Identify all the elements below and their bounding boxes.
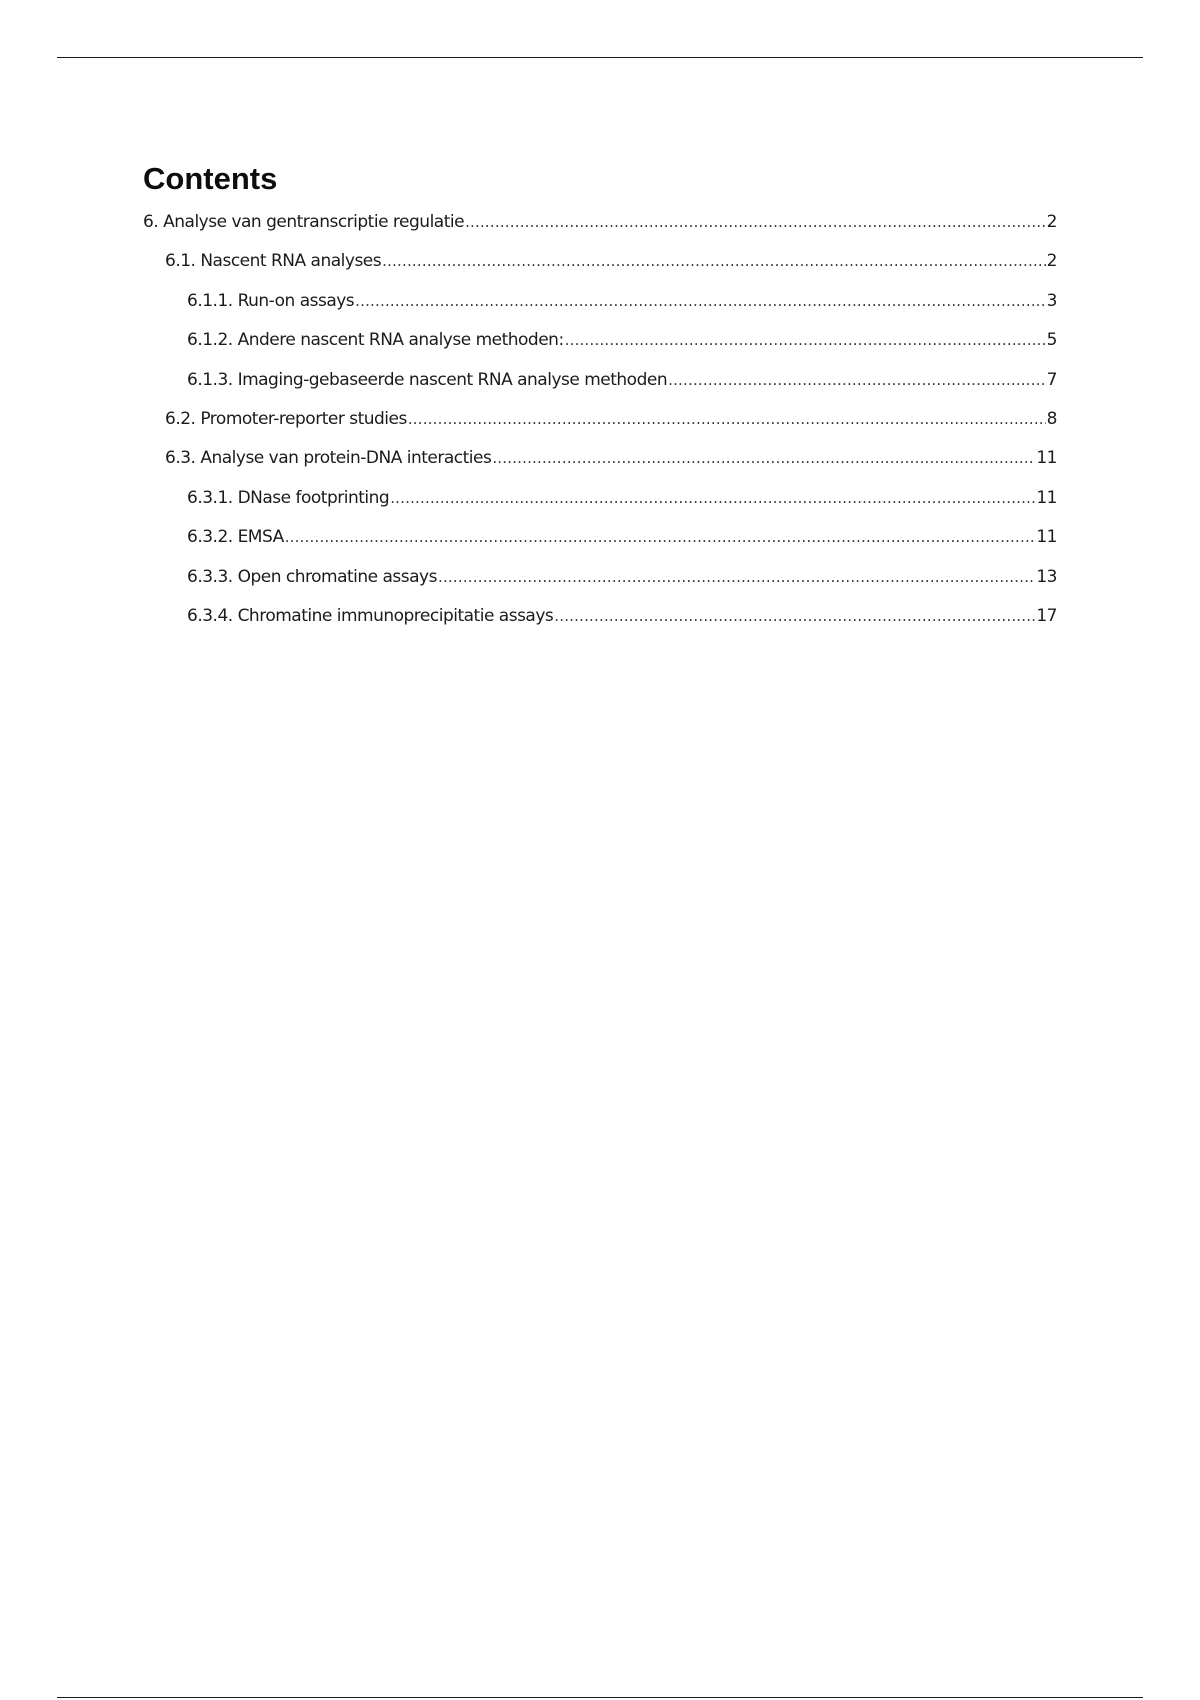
toc-dot-leader (438, 568, 1035, 586)
toc-entry-page: 2 (1046, 212, 1057, 232)
toc-dot-leader (390, 489, 1035, 507)
toc-entry-label: 6. Analyse van gentranscriptie regulatie (143, 212, 465, 232)
toc-list (143, 212, 1057, 645)
toc-dot-leader (285, 528, 1036, 546)
toc-dot-leader (408, 410, 1046, 428)
toc-dot-leader (465, 213, 1046, 231)
toc-entry-label: 6.1.1. Run-on assays (187, 290, 355, 311)
toc-entry[interactable] (143, 291, 1057, 330)
toc-entry[interactable] (143, 606, 1057, 645)
toc-entry-page: 3 (1046, 290, 1057, 311)
toc-entry-page: 17 (1036, 605, 1057, 626)
toc-entry[interactable] (143, 330, 1057, 369)
toc-dot-leader (382, 252, 1046, 270)
header-rule (57, 57, 1143, 58)
toc-entry[interactable] (143, 251, 1057, 290)
toc-entry-page: 8 (1046, 408, 1057, 429)
toc-heading: Contents (143, 161, 278, 196)
toc-dot-leader (554, 607, 1035, 625)
toc-entry-page: 5 (1046, 330, 1057, 351)
toc-entry-label: 6.3. Analyse van protein-DNA interacties (165, 448, 492, 469)
toc-entry-label: 6.3.3. Open chromatine assays (187, 566, 437, 587)
toc-entry[interactable] (143, 212, 1057, 251)
toc-entry-label: 6.3.4. Chromatine immunoprecipitatie assays (187, 605, 554, 626)
toc-entry[interactable] (143, 488, 1057, 527)
toc-entry[interactable] (143, 409, 1057, 448)
toc-entry[interactable] (143, 448, 1057, 487)
toc-dot-leader (355, 292, 1046, 310)
toc-entry[interactable] (143, 527, 1057, 566)
toc-entry-label: 6.1.2. Andere nascent RNA analyse methoden: (187, 330, 564, 351)
toc-dot-leader (565, 331, 1046, 349)
toc-entry-page: 2 (1046, 251, 1057, 272)
toc-entry-label: 6.2. Promoter-reporter studies (165, 408, 407, 429)
toc-entry[interactable] (143, 567, 1057, 606)
toc-entry-page: 11 (1036, 487, 1057, 508)
toc-entry-page: 7 (1046, 369, 1057, 390)
toc-entry-label: 6.1. Nascent RNA analyses (165, 251, 382, 272)
toc-entry-page: 11 (1036, 448, 1057, 469)
toc-dot-leader (492, 449, 1035, 467)
toc-dot-leader (668, 371, 1046, 389)
toc-entry-page: 11 (1036, 527, 1057, 548)
table-of-contents (143, 160, 1057, 645)
toc-entry-label: 6.1.3. Imaging-gebaseerde nascent RNA analyse methoden (187, 369, 668, 390)
toc-entry-page: 13 (1036, 566, 1057, 587)
toc-entry-label: 6.3.2. EMSA (187, 527, 284, 548)
footer-rule (57, 1697, 1143, 1698)
toc-entry[interactable] (143, 370, 1057, 409)
toc-entry-label: 6.3.1. DNase footprinting (187, 487, 390, 508)
